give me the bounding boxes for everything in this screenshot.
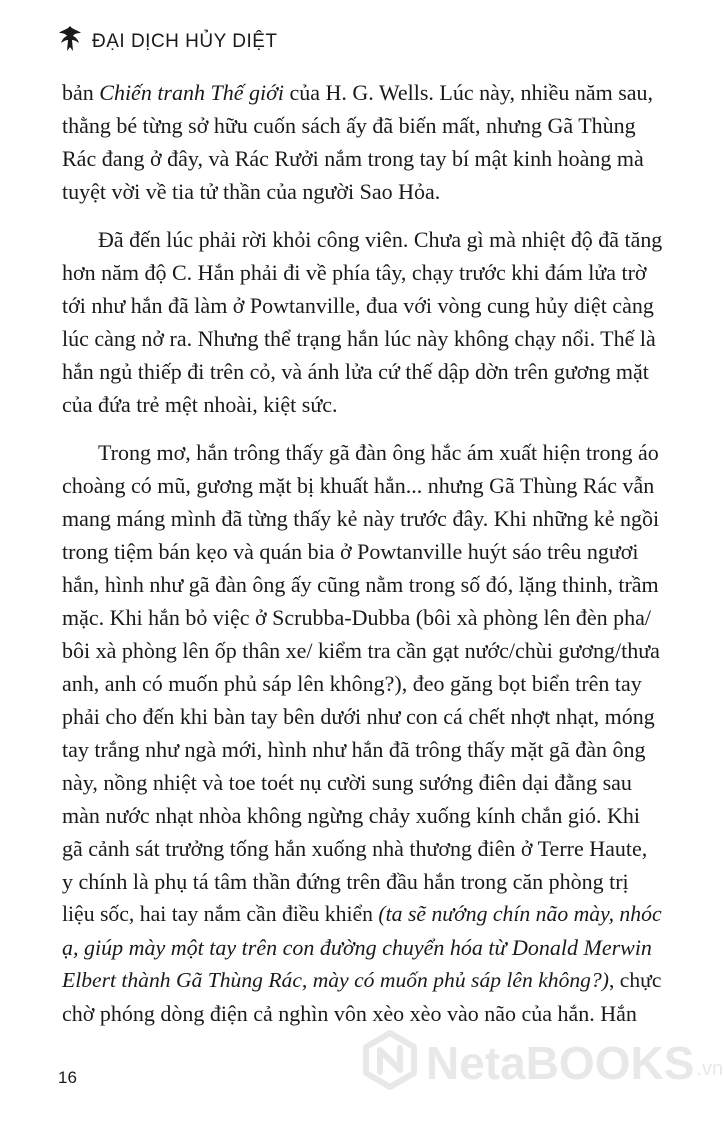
text-line <box>62 700 662 733</box>
text-line <box>62 436 662 469</box>
text-line <box>62 997 662 1030</box>
text-run: bản <box>62 80 100 105</box>
text-line <box>62 898 662 931</box>
text-line <box>62 535 662 568</box>
text-line <box>62 502 662 535</box>
text-run: tới như hắn đã làm ở Powtanville, đua với vòng cung hủy diệt càng <box>62 293 654 318</box>
italic-text: ạ, giúp mày một tay trên con đường chuyển hóa từ Donald Merwin <box>62 935 652 960</box>
page-number: 16 <box>58 1068 77 1087</box>
text-run: mang máng mình đã từng thấy kẻ này trước đây. Khi những kẻ ngồi <box>62 506 660 531</box>
watermark <box>360 1030 723 1095</box>
text-run: liệu sốc, hai tay nắm cần điều khiển <box>62 902 379 926</box>
text-line <box>62 832 662 865</box>
text-line <box>62 469 662 502</box>
italic-text: Chiến tranh Thế giới <box>99 80 284 105</box>
text-run: y chính là phụ tá tâm thần đứng trên đầu hắn trong căn phòng trị <box>62 869 629 894</box>
paragraph <box>62 436 662 1030</box>
text-run: thằng bé từng sở hữu cuốn sách ấy đã biến mất, nhưng Gã Thùng <box>62 113 636 138</box>
paragraph <box>62 76 662 208</box>
text-line <box>62 634 662 667</box>
italic-text: (ta sẽ nướng chín não mày, nhóc <box>378 902 662 926</box>
text-line <box>62 109 662 142</box>
text-run: bôi xà phòng lên ốp thân xe/ kiểm tra cần gạt nước/chùi gương/thưa <box>62 638 660 663</box>
text-run: hơn năm độ C. Hắn phải đi về phía tây, chạy trước khi đám lửa trờ <box>62 260 647 285</box>
text-line <box>62 388 662 421</box>
text-line <box>62 175 662 208</box>
text-run: , chực <box>608 968 662 992</box>
text-line <box>62 766 662 799</box>
text-run: lúc càng nở ra. Nhưng thể trạng hắn lúc này không chạy nổi. Thế là <box>62 326 656 351</box>
text-run: Đã đến lúc phải rời khỏi công viên. Chưa gì mà nhiệt độ đã tăng <box>98 227 663 252</box>
text-run: màn nước nhạt nhòa không ngừng chảy xuống kính chắn gió. Khi <box>62 803 641 828</box>
text-line <box>62 76 662 109</box>
text-run: Rác đang ở đây, và Rác Rưởi nắm trong tay bí mật kinh hoàng mà <box>62 146 644 171</box>
text-run: anh, anh có muốn phủ sáp lên không?), đeo găng bọt biển trên tay <box>62 671 642 696</box>
text-line <box>62 355 662 388</box>
text-run: trong tiệm bán kẹo và quán bia ở Powtanville huýt sáo trêu ngươi <box>62 539 639 564</box>
brand-logo-icon <box>360 1030 420 1095</box>
text-line <box>62 865 662 898</box>
text-line <box>62 799 662 832</box>
text-line <box>62 289 662 322</box>
text-run: của H. G. Wells. Lúc này, nhiều năm sau, <box>283 80 654 105</box>
text-line <box>62 601 662 634</box>
text-line <box>62 964 662 997</box>
text-run: hắn, hình như gã đàn ông ấy cũng nằm trong số đó, lặng thinh, trầm <box>62 572 659 597</box>
text-line <box>62 142 662 175</box>
body-text <box>62 76 662 1030</box>
text-run: phải cho đến khi bàn tay bên dưới như con cá chết nhợt nhạt, móng <box>62 704 655 729</box>
running-header <box>58 24 278 59</box>
paragraph <box>62 223 662 421</box>
text-run: hắn ngủ thiếp đi trên cỏ, và ánh lửa cứ thế dập dờn trên gương mặt <box>62 359 649 384</box>
text-line <box>62 733 662 766</box>
text-run: chờ phóng dòng điện cả nghìn vôn xèo xèo vào não của hắn. Hắn <box>62 1001 637 1026</box>
text-line <box>62 256 662 289</box>
text-line <box>62 568 662 601</box>
text-line <box>62 667 662 700</box>
text-run: mặc. Khi hắn bỏ việc ở Scrubba-Dubba (bôi xà phòng lên đèn pha/ <box>62 605 651 630</box>
watermark-brand: NetaBOOKS <box>426 1036 695 1089</box>
text-run: Trong mơ, hắn trông thấy gã đàn ông hắc ám xuất hiện trong áo <box>98 440 659 465</box>
text-line <box>62 223 662 256</box>
text-run: gã cảnh sát trưởng tống hắn xuống nhà thương điên ở Terre Haute, <box>62 836 648 861</box>
eagle-icon <box>58 24 82 59</box>
text-run: này, nồng nhiệt và toe toét nụ cười sung sướng điên dại đằng sau <box>62 770 632 795</box>
chapter-title: ĐẠI DỊCH HỦY DIỆT <box>92 30 278 52</box>
watermark-suffix: .vn <box>696 1058 723 1080</box>
italic-text: Elbert thành Gã Thùng Rác, mày có muốn phủ sáp lên không?) <box>62 968 609 992</box>
text-run: của đứa trẻ mệt nhoài, kiệt sức. <box>62 392 338 417</box>
text-run: tay trắng như ngà mới, hình như hắn đã trông thấy mặt gã đàn ông <box>62 737 646 762</box>
text-line <box>62 931 662 964</box>
text-run: tuyệt vời về tia tử thần của người Sao Hỏa. <box>62 179 441 204</box>
text-line <box>62 322 662 355</box>
text-run: choàng có mũ, gương mặt bị khuất hẳn... nhưng Gã Thùng Rác vẫn <box>62 473 655 498</box>
